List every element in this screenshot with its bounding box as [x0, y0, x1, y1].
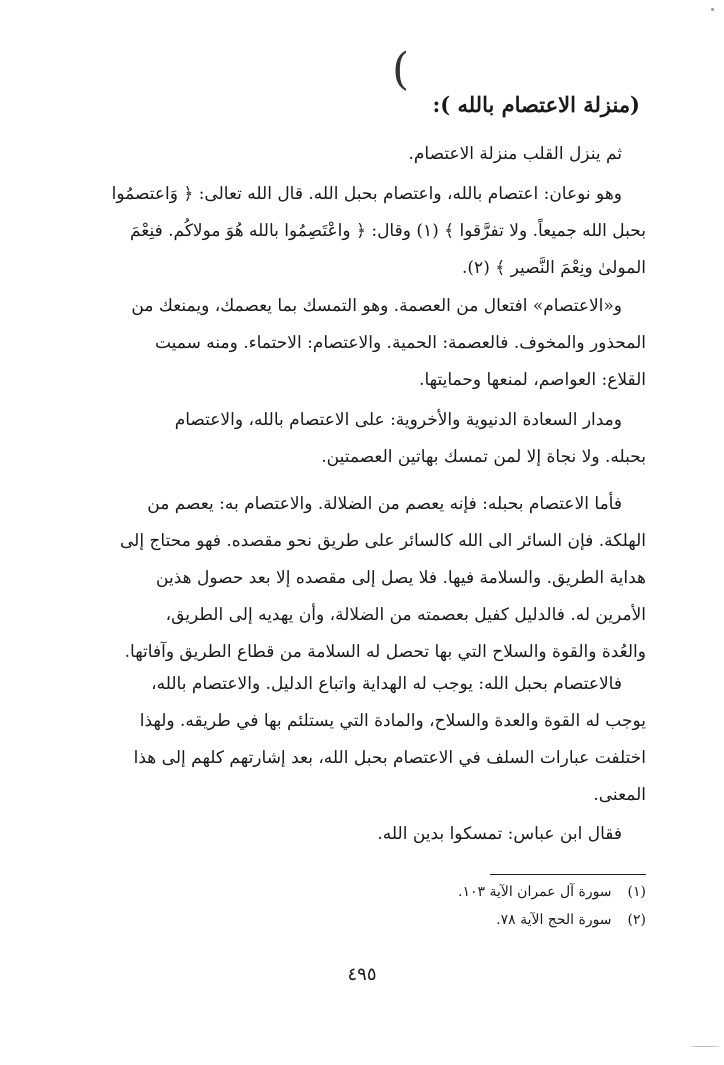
paragraph-7	[58, 816, 646, 853]
paragraph-2	[58, 176, 646, 287]
footnote-text: سورة الحج الآية ٧٨.	[496, 912, 612, 928]
text-line: بحبله. ولا نجاة إلا لمن تمسك بهاتين العصمتين.	[321, 447, 646, 467]
text-line: الهلكة. فإن السائر الى الله كالسائر على طريق نحو مقصده. فهو محتاج إلى	[119, 531, 646, 551]
paragraph-1	[58, 136, 646, 173]
text-line: ومدار السعادة الدنيوية والأخروية: على الاعتصام بالله، والاعتصام	[174, 410, 622, 430]
text-line: فالاعتصام بحبل الله: يوجب له الهداية واتباع الدليل. والاعتصام بالله،	[151, 674, 622, 694]
section-heading: (منزلة الاعتصام بالله ):	[432, 92, 640, 117]
text-line: المحذور والمخوف. فالعصمة: الحمية. والاعتصام: الاحتماء. ومنه سميت	[154, 333, 646, 353]
text-line: فأما الاعتصام بحبله: فإنه يعصم من الضلالة. والاعتصام به: يعصم من	[147, 494, 622, 514]
paragraph-3	[58, 288, 646, 399]
text-line: المولىٰ ونِعْمَ النَّصير ﴾ (٢).	[462, 258, 646, 278]
text-line: هداية الطريق. والسلامة فيها. فلا يصل إلى مقصده إلا بعد حصول هذين	[156, 568, 646, 588]
text-line: المعنى.	[593, 785, 646, 805]
footnote-number: (٢)	[627, 912, 646, 928]
text-line: و«الاعتصام» افتعال من العصمة. وهو التمسك بما يعصمك، ويمنعك من	[131, 296, 622, 316]
footnote-text: سورة آل عمران الآية ١٠٣.	[457, 884, 612, 900]
scan-speck	[690, 1046, 720, 1047]
text-line: اختلفت عبارات السلف في الاعتصام بحبل الله، بعد إشارتهم كلهم إلى هذا	[133, 748, 646, 768]
footnote-1	[458, 884, 646, 900]
margin-bracket-mark: (	[392, 44, 410, 95]
scan-speck	[711, 8, 714, 11]
text-line: فقال ابن عباس: تمسكوا بدين الله.	[377, 824, 622, 844]
paragraph-4	[58, 402, 646, 476]
text-line: وهو نوعان: اعتصام بالله، واعتصام بحبل الله. قال الله تعالى: ﴿ وَاعتصمُوا	[111, 184, 622, 204]
footnote-number: (١)	[627, 884, 646, 900]
text-line: القلاع: العواصم، لمنعها وحمايتها.	[419, 370, 646, 390]
text-line: يوجب له القوة والعدة والسلاح، والمادة التي يستلئم بها في طريقه. ولهذا	[139, 711, 646, 731]
text-line: ثم ينزل القلب منزلة الاعتصام.	[408, 144, 622, 164]
paragraph-6	[58, 666, 646, 814]
footnote-divider	[490, 874, 646, 875]
page-number: ٤٩٥	[347, 964, 377, 985]
text-line: بحبل الله جميعاً. ولا تفرَّقوا ﴾ (١) وقال: ﴿ واعْتَصِمُوا بالله هُوَ مولاكُم. فنِعْمَ	[129, 221, 646, 241]
paragraph-5	[58, 486, 646, 671]
text-line: والعُدة والقوة والسلاح التي بها تحصل له السلامة من قطاع الطريق وآفاتها.	[124, 642, 646, 662]
text-line: الأمرين له. فالدليل كفيل بعصمته من الضلالة، وأن يهديه إلى الطريق،	[165, 605, 646, 625]
footnote-2	[496, 912, 646, 928]
